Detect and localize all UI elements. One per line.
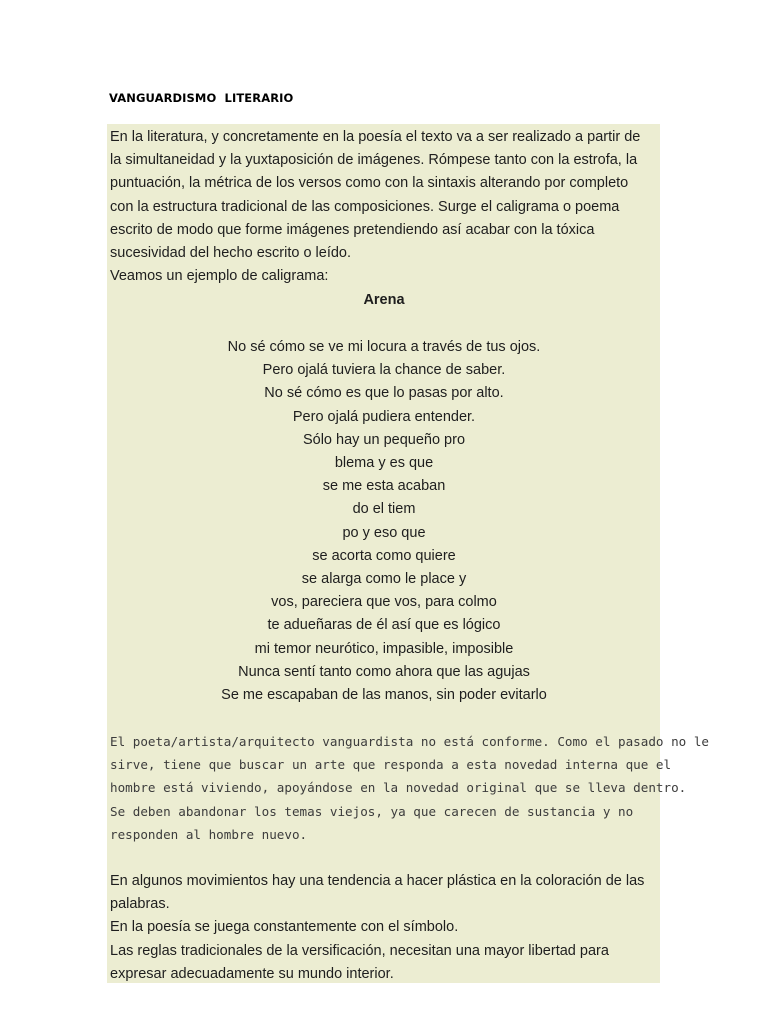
poem-line: Pero ojalá pudiera entender. xyxy=(292,408,476,425)
document-title: VANGUARDISMO LITERARIO xyxy=(109,91,294,105)
poem-line: do el tiem xyxy=(352,501,416,518)
closing-paragraph xyxy=(110,870,662,986)
poem-line: Nunca sentí tanto como ahora que las agujas xyxy=(238,663,530,680)
closing-line: palabras. xyxy=(110,896,170,913)
closing-line: En la poesía se juega constantemente con el símbolo. xyxy=(110,919,459,936)
mono-line: El poeta/artista/arquitecto vanguardista no está conforme. Como el pasado no le xyxy=(110,734,709,749)
intro-line: escrito de modo que forme imágenes pretendiendo así acabar con la tóxica xyxy=(110,221,595,238)
poem-line: No sé cómo es que lo pasas por alto. xyxy=(264,385,504,402)
mono-line: Se deben abandonar los temas viejos, ya que carecen de sustancia y no xyxy=(110,803,634,819)
mono-line: hombre está viviendo, apoyándose en la novedad original que se lleva dentro. xyxy=(110,780,687,796)
poem-line: Se me escapaban de las manos, sin poder evitarlo xyxy=(221,687,547,704)
poem-line: blema y es que xyxy=(334,455,434,472)
poem-line: Sólo hay un pequeño pro xyxy=(302,431,466,448)
intro-line: con la estructura tradicional de las composiciones. Surge el caligrama o poema xyxy=(110,198,620,215)
closing-line: En algunos movimientos hay una tendencia a hacer plástica en la coloración de las xyxy=(110,873,645,889)
poem-line: se alarga como le place y xyxy=(301,571,467,588)
poem-line: se acorta como quiere xyxy=(312,547,456,564)
vanguard-artist-paragraph xyxy=(110,730,709,846)
poem-line: Pero ojalá tuviera la chance de saber. xyxy=(262,362,506,379)
poem-title: Arena xyxy=(363,292,405,308)
poem-line: te adueñaras de él así que es lógico xyxy=(267,617,501,634)
intro-line: puntuación, la métrica de los versos como con la sintaxis alterando por completo xyxy=(110,175,629,192)
intro-paragraph xyxy=(110,126,662,288)
poem-line: mi temor neurótico, impasible, imposible xyxy=(254,640,514,657)
poem-line: po y eso que xyxy=(342,524,426,541)
poem-line: No sé cómo se ve mi locura a través de tus ojos. xyxy=(227,339,541,355)
closing-line: Las reglas tradicionales de la versificación, necesitan una mayor libertad para xyxy=(110,942,609,959)
intro-line: En la literatura, y concretamente en la poesía el texto va a ser realizado a partir de xyxy=(110,129,641,145)
mono-line: sirve, tiene que buscar un arte que responda a esta novedad interna que el xyxy=(110,757,672,773)
intro-line: la simultaneidad y la yuxtaposición de imágenes. Rómpese tanto con la estrofa, la xyxy=(110,152,638,169)
calligram-poem xyxy=(110,336,658,707)
intro-line: sucesividad del hecho escrito o leído. xyxy=(110,245,352,262)
closing-line: expresar adecuadamente su mundo interior. xyxy=(110,965,394,982)
intro-line: Veamos un ejemplo de caligrama: xyxy=(110,268,329,285)
poem-line: se me esta acaban xyxy=(322,478,446,495)
poem-line: vos, pareciera que vos, para colmo xyxy=(271,594,497,611)
mono-line: responden al hombre nuevo. xyxy=(110,826,308,842)
